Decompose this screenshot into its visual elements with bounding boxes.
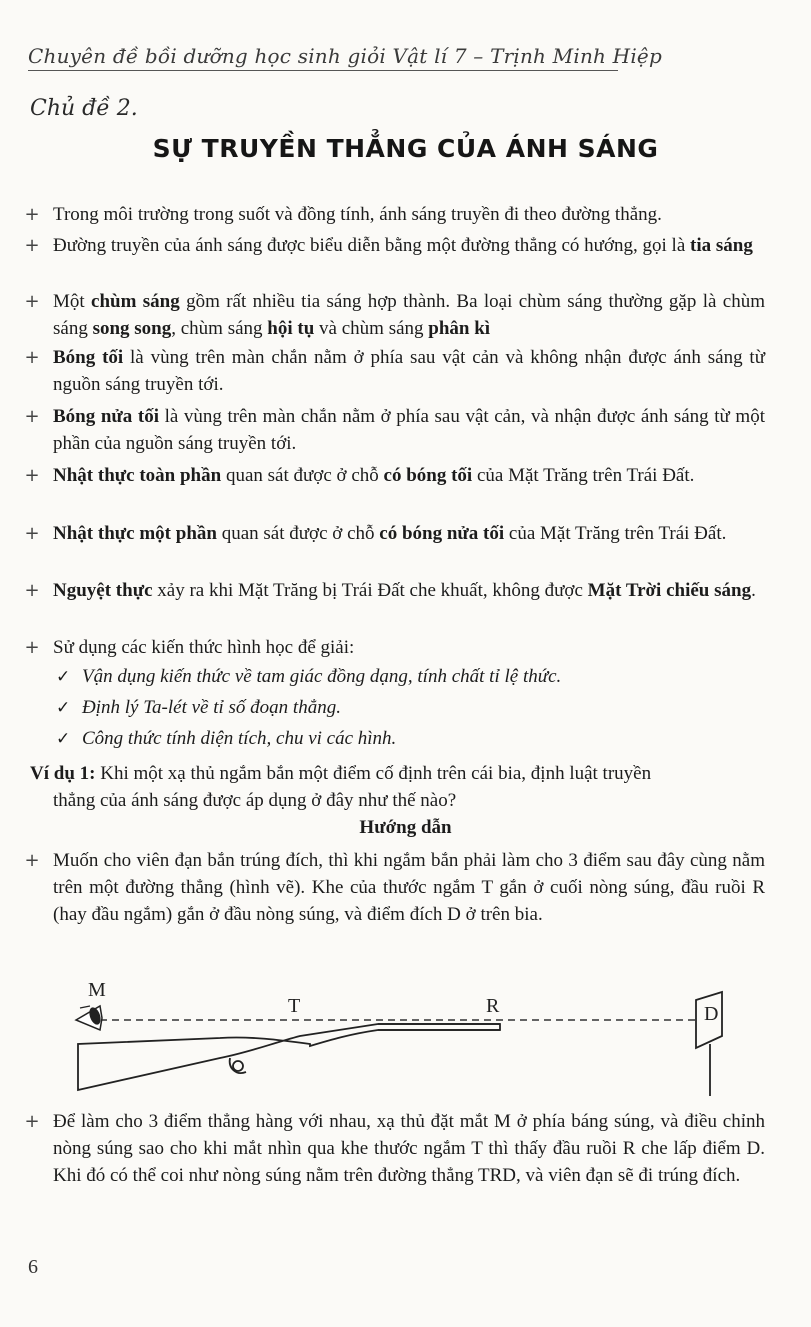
text-segment: quan sát được ở chỗ xyxy=(221,465,384,486)
bullet-text xyxy=(53,288,765,342)
bold-term: tia sáng xyxy=(690,235,753,256)
text-segment: xảy ra khi Mặt Trăng bị Trái Đất che khuất, không được xyxy=(152,580,588,601)
example-block xyxy=(30,760,765,814)
label-m: M xyxy=(88,979,106,1001)
bold-term: có bóng nửa tối xyxy=(379,523,505,544)
plus-marker: + xyxy=(24,580,40,601)
checkmark-icon: ✓ xyxy=(56,698,71,718)
guide-text: Muốn cho viên đạn bắn trúng đích, thì khi ngắm bắn phải làm cho 3 điểm sau đây cùng nằm trên một đường thẳng (hình vẽ). Khe của thước ngắm T gắn ở cuối nòng súng, đầu ruồi R (hay đầu ngắm) gắn ở đầu nòng súng, và điểm đích D ở trên bia. xyxy=(53,850,765,925)
bullet-text xyxy=(53,577,765,604)
text-segment: của Mặt Trăng trên Trái Đất. xyxy=(472,465,695,486)
example-label: Ví dụ 1: xyxy=(30,763,96,784)
bullet-text xyxy=(53,201,765,228)
text-segment: Sử dụng các kiến thức hình học để giải: xyxy=(53,637,355,658)
rifle-aiming-diagram xyxy=(60,978,740,1100)
checklist-item xyxy=(56,725,756,753)
label-d: D xyxy=(704,1003,719,1025)
bold-term: chùm sáng xyxy=(91,291,180,312)
text-segment: Trong môi trường trong suốt và đồng tính, ánh sáng truyền đi theo đường thẳng. xyxy=(53,204,662,225)
plus-marker: + xyxy=(24,347,40,368)
rifle-icon xyxy=(78,1024,500,1090)
text-segment: quan sát được ở chỗ xyxy=(216,523,380,544)
bullet-text xyxy=(53,462,765,489)
checklist-text: Vận dụng kiến thức về tam giác đồng dạng, tính chất tỉ lệ thức. xyxy=(82,666,562,687)
eye-icon xyxy=(76,1006,103,1030)
checkmark-icon: ✓ xyxy=(56,667,71,687)
text-segment: và chùm sáng xyxy=(314,318,429,339)
plus-marker: + xyxy=(24,850,40,871)
bullet-text xyxy=(53,634,765,661)
guide-text: Để làm cho 3 điểm thẳng hàng với nhau, xạ thủ đặt mắt M ở phía báng súng, và điều chỉnh nòng súng sao cho khi mắt nhìn qua khe thước ngắm T thì thấy đầu ruồi R che lấp điểm D. Khi đó có thể coi như nòng súng nằm trên đường thẳng TRD, và viên đạn sẽ đi trúng đích. xyxy=(53,1111,765,1186)
bullet-text xyxy=(53,344,765,398)
bold-term: Bóng nửa tối xyxy=(53,406,159,427)
running-header: Chuyên đề bồi dưỡng học sinh giỏi Vật lí 7 – Trịnh Minh Hiệp xyxy=(28,44,662,68)
bullet-text xyxy=(53,403,765,457)
plus-marker: + xyxy=(24,1111,40,1132)
chapter-label: Chủ đề 2. xyxy=(30,96,138,121)
checklist-text: Định lý Ta-lét về tỉ số đoạn thẳng. xyxy=(82,697,341,718)
bold-term: Bóng tối xyxy=(53,347,124,368)
bold-term: Mặt Trời chiếu sáng xyxy=(587,580,752,601)
plus-marker: + xyxy=(24,523,40,544)
text-segment: là vùng trên màn chắn nằm ở phía sau vật cản, và nhận được ánh sáng từ một phần của nguồn sáng truyền tới. xyxy=(53,406,765,454)
plus-marker: + xyxy=(24,406,40,427)
bold-term: Nhật thực toàn phần xyxy=(53,465,222,486)
page-title: SỰ TRUYỀN THẲNG CỦA ÁNH SÁNG xyxy=(152,134,659,163)
bold-term: có bóng tối xyxy=(383,465,473,486)
guide-heading: Hướng dẫn xyxy=(359,817,452,838)
page-number: 6 xyxy=(28,1256,38,1278)
label-t: T xyxy=(288,995,301,1017)
text-segment: Một xyxy=(53,291,92,312)
header-rule xyxy=(28,70,618,71)
text-segment: là vùng trên màn chắn nằm ở phía sau vật cản và không nhận được ánh sáng từ nguồn sáng truyền tới. xyxy=(53,347,765,395)
bold-term: Nhật thực một phần xyxy=(53,523,217,544)
example-question-cont: thẳng của ánh sáng được áp dụng ở đây như thế nào? xyxy=(53,790,457,811)
plus-marker: + xyxy=(24,291,40,312)
plus-marker: + xyxy=(24,465,40,486)
checklist-item xyxy=(56,694,756,722)
text-segment: gồm rất nhiều tia sáng hợp thành. Ba loại chùm sáng thường gặp là chùm sáng xyxy=(53,291,765,339)
bold-term: Nguyệt thực xyxy=(53,580,153,601)
text-segment: , chùm sáng xyxy=(171,318,268,339)
example-question: Khi một xạ thủ ngắm bắn một điểm cố định trên cái bia, định luật truyền xyxy=(95,763,652,784)
plus-marker: + xyxy=(24,204,40,225)
bold-term: phân kì xyxy=(428,318,491,339)
text-segment: của Mặt Trăng trên Trái Đất. xyxy=(504,523,727,544)
plus-marker: + xyxy=(24,637,40,658)
plus-marker: + xyxy=(24,235,40,256)
checklist-item xyxy=(56,663,756,691)
label-r: R xyxy=(486,995,500,1017)
text-segment: Đường truyền của ánh sáng được biểu diễn bằng một đường thẳng có hướng, gọi là xyxy=(53,235,691,256)
bold-term: song song xyxy=(92,318,172,339)
checkmark-icon: ✓ xyxy=(56,729,71,749)
bullet-text xyxy=(53,232,765,259)
text-segment: . xyxy=(751,580,756,601)
checklist-text: Công thức tính diện tích, chu vi các hình. xyxy=(82,728,397,749)
bold-term: hội tụ xyxy=(267,318,315,339)
bullet-text xyxy=(53,520,765,547)
